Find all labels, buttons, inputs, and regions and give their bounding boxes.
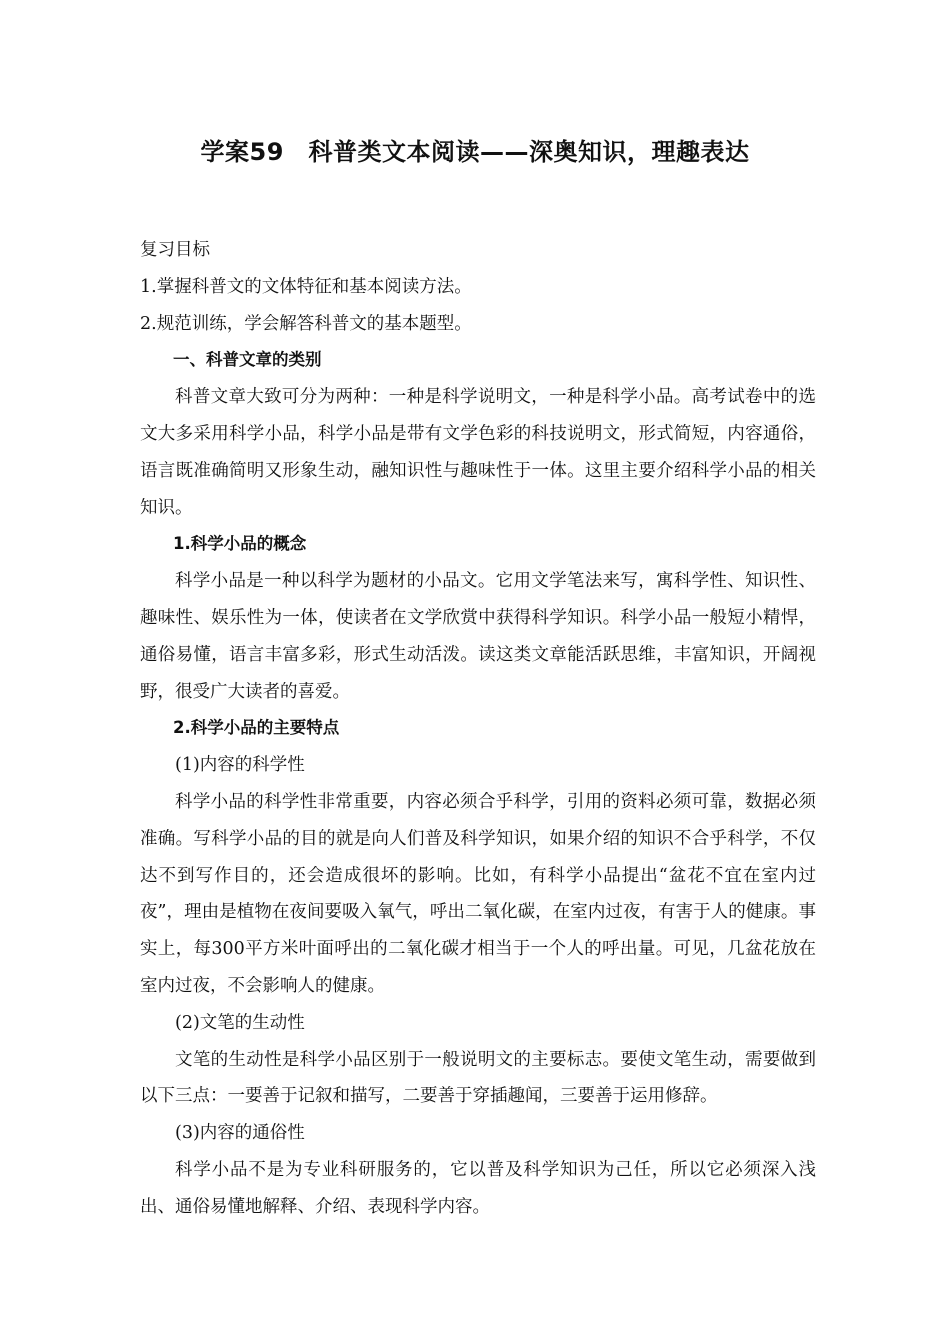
- subsection-heading-features: 2.科学小品的主要特点: [173, 718, 340, 738]
- subsection-heading-concept: 1.科学小品的概念: [173, 534, 307, 554]
- paragraph-scientific: 科学小品的科学性非常重要，内容必须合乎科学，引用的资料必须可靠，数据必须准确。写科学小品的目的就是向人们普及科学知识，如果介绍的知识不合乎科学，不仅达不到写作目的，还会造成很坏的影响。比如，有科学小品提出“盆花不宜在室内过夜”，理由是植物在夜间要吸入氧气，呼出二氧化碳，在室内过夜，有害于人的健康。事实上，每300平方米叶面呼出的二氧化碳才相当于一个人的呼出量。可见，几盆花放在室内过夜，不会影响人的健康。: [140, 791, 816, 996]
- paragraph-vivid: 文笔的生动性是科学小品区别于一般说明文的主要标志。要使文笔生动，需要做到以下三点：一要善于记叙和描写，二要善于穿插趣闻，三要善于运用修辞。: [140, 1049, 816, 1107]
- paragraph-categories: 科普文章大致可分为两种：一种是科学说明文，一种是科学小品。高考试卷中的选文大多采用科学小品，科学小品是带有文学色彩的科技说明文，形式简短，内容通俗，语言既准确简明又形象生动，融知识性与趣味性于一体。这里主要介绍科学小品的相关知识。: [140, 387, 816, 518]
- document-body: [140, 232, 816, 1226]
- paragraph-concept: 科学小品是一种以科学为题材的小品文。它用文学笔法来写，寓科学性、知识性、趣味性、娱乐性为一体，使读者在文学欣赏中获得科学知识。科学小品一般短小精悍，通俗易懂，语言丰富多彩，形式生动活泼。读这类文章能活跃思维，丰富知识，开阔视野，很受广大读者的喜爱。: [140, 571, 816, 702]
- feature-heading-popular: (3)内容的通俗性: [175, 1123, 305, 1144]
- review-heading: 复习目标: [140, 240, 210, 260]
- section-heading-categories: 一、科普文章的类别: [173, 350, 322, 370]
- paragraph-popular: 科学小品不是为专业科研服务的，它以普及科学知识为己任，所以它必须深入浅出、通俗易懂地解释、介绍、表现科学内容。: [140, 1159, 816, 1217]
- goal-item-1: 1.掌握科普文的文体特征和基本阅读方法。: [140, 276, 472, 297]
- document-title: 学案59 科普类文本阅读——深奥知识，理趣表达: [200, 138, 750, 166]
- feature-heading-scientific: (1)内容的科学性: [175, 755, 305, 776]
- feature-heading-vivid: (2)文笔的生动性: [175, 1012, 305, 1033]
- goal-item-2: 2.规范训练，学会解答科普文的基本题型。: [140, 313, 472, 334]
